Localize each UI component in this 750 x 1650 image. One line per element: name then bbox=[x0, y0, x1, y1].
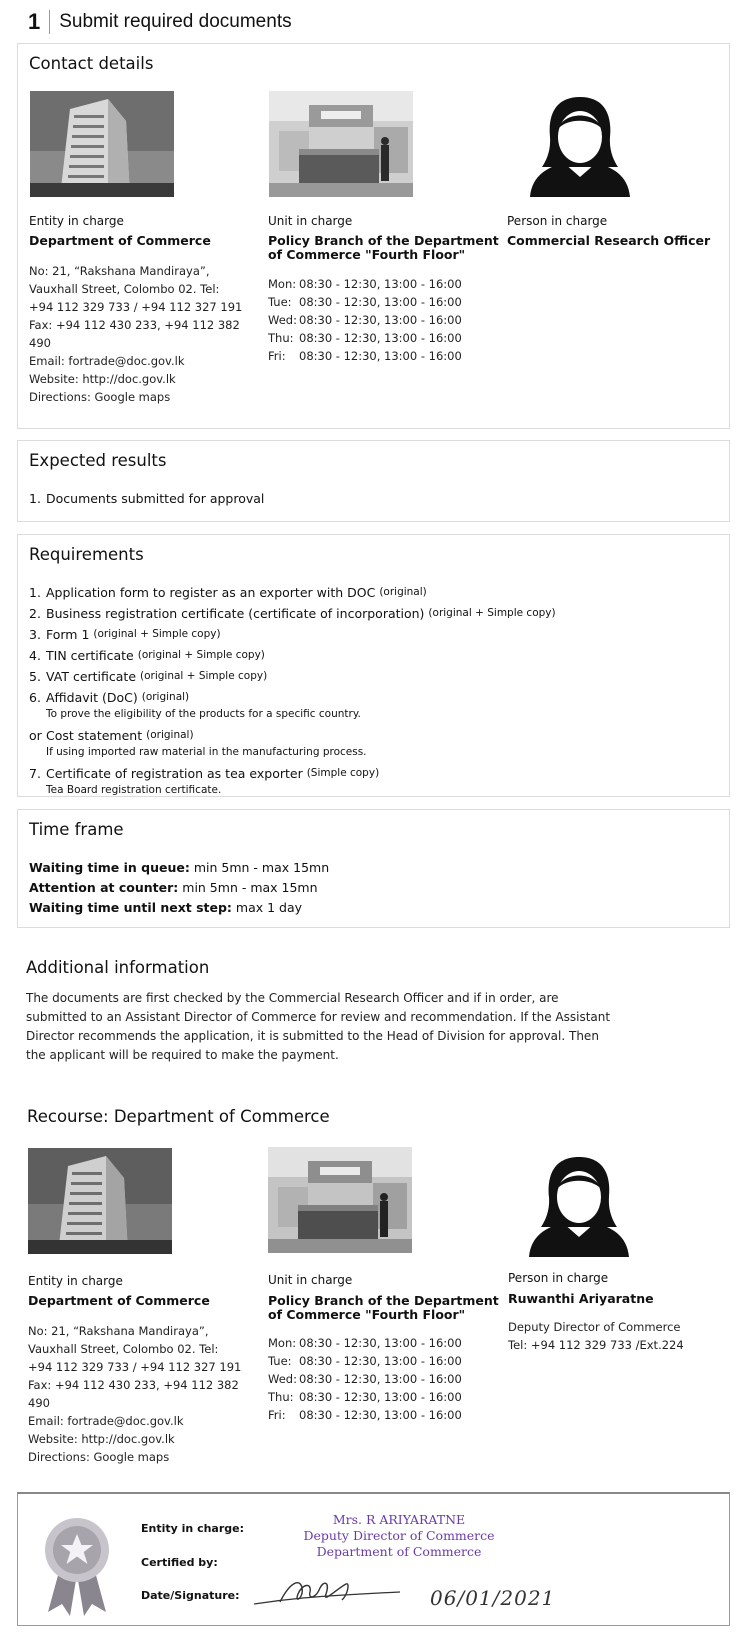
address-line: Fax: +94 112 430 233, +94 112 382 bbox=[29, 318, 240, 332]
recourse-entity-address bbox=[28, 1322, 241, 1466]
entity-name: Department of Commerce bbox=[29, 233, 211, 248]
requirements-card bbox=[17, 534, 730, 797]
unit-name-line: of Commerce "Fourth Floor" bbox=[268, 247, 466, 262]
unit-name-line: of Commerce "Fourth Floor" bbox=[268, 1307, 466, 1322]
hours-day: Fri: bbox=[268, 1408, 286, 1422]
list-text: Certificate of registration as tea exporter bbox=[46, 766, 303, 781]
website-link[interactable]: Website: http://doc.gov.lk bbox=[28, 1432, 175, 1446]
step-header bbox=[28, 6, 292, 38]
list-number: 4. bbox=[29, 648, 41, 663]
hours-row bbox=[268, 329, 462, 347]
requirements-list bbox=[29, 582, 556, 797]
hours-day: Thu: bbox=[268, 331, 294, 345]
list-number: 7. bbox=[29, 766, 41, 781]
list-text: TIN certificate bbox=[46, 648, 134, 663]
official-stamp bbox=[294, 1512, 504, 1560]
unit-office-photo bbox=[269, 91, 413, 197]
address-line: No: 21, “Rakshana Mandiraya”, bbox=[28, 1324, 209, 1338]
time-frame-value: min 5mn - max 15mn bbox=[182, 880, 318, 895]
hours-day: Wed: bbox=[268, 313, 297, 327]
hours-row bbox=[268, 311, 462, 329]
list-note: (original + Simple copy) bbox=[93, 628, 221, 640]
list-item bbox=[29, 763, 556, 784]
hours-time: 08:30 - 12:30, 13:00 - 16:00 bbox=[299, 1390, 462, 1404]
list-note: (original + Simple copy) bbox=[428, 607, 556, 619]
stamp-line: Deputy Director of Commerce bbox=[303, 1528, 495, 1543]
list-note: (original) bbox=[379, 586, 427, 598]
recourse-title: Recourse: Department of Commerce bbox=[27, 1107, 330, 1126]
unit-name bbox=[268, 234, 499, 262]
entity-building-photo bbox=[30, 91, 174, 197]
list-number: 5. bbox=[29, 669, 41, 684]
expected-results-title: Expected results bbox=[29, 451, 167, 470]
list-item bbox=[29, 603, 556, 624]
time-frame-value: max 1 day bbox=[235, 900, 303, 915]
hours-time: 08:30 - 12:30, 13:00 - 16:00 bbox=[299, 1408, 462, 1422]
time-frame-row bbox=[29, 858, 329, 878]
list-item bbox=[29, 666, 556, 687]
time-frame-label: Waiting time until next step: bbox=[29, 900, 232, 915]
certificate-badge-icon bbox=[44, 1516, 110, 1616]
contact-details-card bbox=[17, 43, 730, 429]
address-line: +94 112 329 733 / +94 112 327 191 bbox=[28, 1360, 242, 1374]
hours-row bbox=[268, 1334, 462, 1352]
email-link[interactable]: Email: fortrade@doc.gov.lk bbox=[28, 1414, 184, 1428]
contact-details-title: Contact details bbox=[29, 54, 154, 73]
additional-info-text: The documents are first checked by the Commercial Research Officer and if in order, are submitted to an Assistant Director of Commerce for review and recommendation. If the Assistant Director recommends the application, it is submitted to the Head of Division for approval. Then the applicant will be required to make the payment. bbox=[26, 991, 611, 1062]
recourse-unit-label: Unit in charge bbox=[268, 1273, 353, 1287]
time-frame-value: min 5mn - max 15mn bbox=[193, 860, 330, 875]
additional-info-title: Additional information bbox=[26, 958, 210, 977]
hours-time: 08:30 - 12:30, 13:00 - 16:00 bbox=[299, 1336, 462, 1350]
recourse-person-avatar-icon bbox=[523, 1151, 635, 1257]
time-frame-row bbox=[29, 898, 329, 918]
hours-day: Thu: bbox=[268, 1390, 294, 1404]
hours-day: Tue: bbox=[268, 295, 292, 309]
hours-time: 08:30 - 12:30, 13:00 - 16:00 bbox=[299, 313, 462, 327]
website-link[interactable]: Website: http://doc.gov.lk bbox=[29, 372, 176, 386]
address-line: Fax: +94 112 430 233, +94 112 382 bbox=[28, 1378, 239, 1392]
hours-time: 08:30 - 12:30, 13:00 - 16:00 bbox=[299, 331, 462, 345]
list-number: 6. bbox=[29, 690, 41, 705]
hours-row bbox=[268, 347, 462, 365]
list-item bbox=[29, 488, 264, 509]
expected-results-list bbox=[29, 488, 264, 509]
hours-row bbox=[268, 293, 462, 311]
hours-row bbox=[268, 1388, 462, 1406]
list-text: Business registration certificate (certificate of incorporation) bbox=[46, 606, 425, 621]
additional-info-section bbox=[26, 958, 626, 1065]
recourse-entity-label: Entity in charge bbox=[28, 1274, 123, 1288]
directions-link[interactable]: Directions: Google maps bbox=[28, 1450, 170, 1464]
hours-day: Wed: bbox=[268, 1372, 297, 1386]
list-text: Documents submitted for approval bbox=[46, 491, 265, 506]
cert-certified-label: Certified by: bbox=[141, 1556, 218, 1569]
unit-name-line: Policy Branch of the Department bbox=[268, 233, 499, 248]
list-item bbox=[29, 582, 556, 603]
address-line: 490 bbox=[28, 1396, 50, 1410]
hours-row bbox=[268, 1370, 462, 1388]
list-note: (original + Simple copy) bbox=[137, 649, 265, 661]
recourse-office-photo bbox=[268, 1147, 412, 1253]
person-name: Commercial Research Officer bbox=[507, 233, 711, 248]
recourse-entity-name: Department of Commerce bbox=[28, 1293, 210, 1308]
unit-name-line: Policy Branch of the Department bbox=[268, 1293, 499, 1308]
list-note: (Simple copy) bbox=[306, 767, 380, 779]
address-line: Vauxhall Street, Colombo 02. Tel: bbox=[29, 282, 220, 296]
list-note: (original) bbox=[141, 691, 190, 703]
recourse-person-name: Ruwanthi Ariyaratne bbox=[508, 1291, 654, 1306]
hours-time: 08:30 - 12:30, 13:00 - 16:00 bbox=[299, 1354, 462, 1368]
recourse-person-details bbox=[508, 1318, 684, 1354]
time-frame-list bbox=[29, 858, 329, 918]
list-subtext: Tea Board registration certificate. bbox=[46, 784, 222, 796]
hours-time: 08:30 - 12:30, 13:00 - 16:00 bbox=[299, 277, 462, 291]
recourse-building-photo bbox=[28, 1148, 172, 1254]
hours-day: Mon: bbox=[268, 1336, 297, 1350]
list-item bbox=[29, 624, 556, 645]
email-link[interactable]: Email: fortrade@doc.gov.lk bbox=[29, 354, 185, 368]
person-avatar-icon bbox=[524, 91, 636, 197]
list-number: 3. bbox=[29, 627, 41, 642]
list-item bbox=[29, 687, 556, 708]
recourse-unit-name bbox=[268, 1294, 499, 1322]
list-text: Cost statement bbox=[46, 728, 143, 743]
hours-day: Fri: bbox=[268, 349, 286, 363]
list-number: 2. bbox=[29, 606, 41, 621]
list-text: Affidavit (DoC) bbox=[46, 690, 138, 705]
list-note: (original + Simple copy) bbox=[140, 670, 268, 682]
list-item bbox=[29, 725, 556, 746]
time-frame-title: Time frame bbox=[29, 820, 124, 839]
hours-day: Mon: bbox=[268, 277, 297, 291]
list-text: Form 1 bbox=[46, 627, 90, 642]
handwritten-signature bbox=[250, 1570, 410, 1612]
list-subtext: To prove the eligibility of the products for a specific country. bbox=[46, 708, 361, 720]
directions-link[interactable]: Directions: Google maps bbox=[29, 390, 171, 404]
time-frame-label: Attention at counter: bbox=[29, 880, 179, 895]
certification-block bbox=[17, 1492, 730, 1626]
list-note: (original) bbox=[146, 729, 194, 741]
hours-row bbox=[268, 275, 462, 293]
hours-time: 08:30 - 12:30, 13:00 - 16:00 bbox=[299, 1372, 462, 1386]
cert-date-label: Date/Signature: bbox=[141, 1589, 240, 1602]
list-number: 1. bbox=[29, 585, 41, 600]
person-tel: Tel: +94 112 329 733 /Ext.224 bbox=[508, 1338, 684, 1352]
hours-day: Tue: bbox=[268, 1354, 292, 1368]
address-line: No: 21, “Rakshana Mandiraya”, bbox=[29, 264, 210, 278]
list-item bbox=[29, 645, 556, 666]
cert-entity-label: Entity in charge: bbox=[141, 1522, 244, 1535]
entity-label: Entity in charge bbox=[29, 214, 124, 228]
requirements-title: Requirements bbox=[29, 545, 144, 564]
list-text: Application form to register as an exporter with DOC bbox=[46, 585, 376, 600]
time-frame-row bbox=[29, 878, 329, 898]
unit-label: Unit in charge bbox=[268, 214, 353, 228]
step-title: Submit required documents bbox=[59, 11, 292, 32]
recourse-unit-hours bbox=[268, 1334, 462, 1424]
hours-time: 08:30 - 12:30, 13:00 - 16:00 bbox=[299, 349, 462, 363]
step-number: 1 bbox=[28, 10, 50, 34]
list-number: 1. bbox=[29, 491, 41, 506]
person-label: Person in charge bbox=[507, 214, 608, 228]
stamp-line: Department of Commerce bbox=[316, 1544, 482, 1559]
hours-row bbox=[268, 1406, 462, 1424]
hours-time: 08:30 - 12:30, 13:00 - 16:00 bbox=[299, 295, 462, 309]
recourse-person-label: Person in charge bbox=[508, 1271, 609, 1285]
expected-results-card bbox=[17, 440, 730, 522]
stamp-line: Mrs. R ARIYARATNE bbox=[332, 1512, 466, 1527]
entity-address bbox=[29, 262, 242, 406]
time-frame-label: Waiting time in queue: bbox=[29, 860, 190, 875]
person-role: Deputy Director of Commerce bbox=[508, 1320, 681, 1334]
list-text: VAT certificate bbox=[46, 669, 137, 684]
hours-row bbox=[268, 1352, 462, 1370]
list-subtext: If using imported raw material in the manufacturing process. bbox=[46, 746, 367, 758]
list-number: or bbox=[29, 728, 42, 743]
time-frame-card bbox=[17, 809, 730, 928]
address-line: +94 112 329 733 / +94 112 327 191 bbox=[29, 300, 243, 314]
unit-hours bbox=[268, 275, 462, 365]
address-line: 490 bbox=[29, 336, 51, 350]
address-line: Vauxhall Street, Colombo 02. Tel: bbox=[28, 1342, 219, 1356]
handwritten-date: 06/01/2021 bbox=[430, 1586, 556, 1610]
